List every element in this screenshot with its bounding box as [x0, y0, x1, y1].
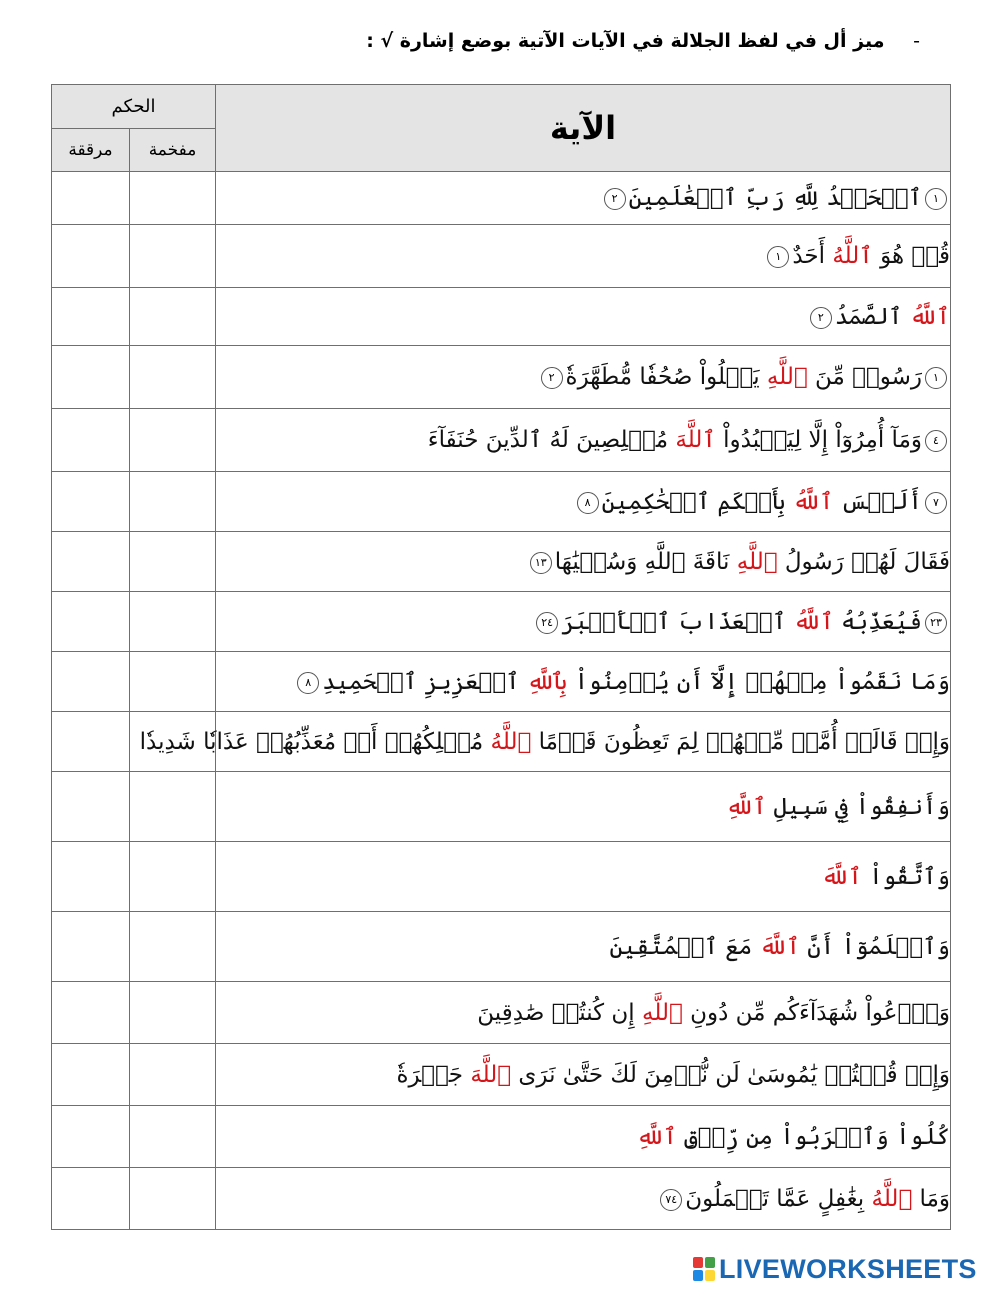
- ayah-text-before: كُلُواْ وَٱشۡرَبُواْ مِن رِّزۡقِ: [676, 1123, 950, 1150]
- muraqqaqa-check-cell[interactable]: [52, 532, 130, 592]
- ayah-text-after: نَاقَةَ ٱللَّهِ وَسُقۡيَٰهَا: [554, 548, 737, 575]
- ayah-text-before: أَلَيۡسَ: [833, 488, 922, 515]
- table-row: [52, 472, 951, 532]
- mufakhama-check-cell[interactable]: [130, 982, 216, 1044]
- mufakhama-check-cell[interactable]: [130, 1106, 216, 1168]
- lafz-al-jalala: ٱللَّهِ: [766, 364, 808, 390]
- logo-mark-icon: [693, 1257, 715, 1281]
- ayah-number-start: ٧: [925, 492, 947, 514]
- lafz-al-jalala: ٱللَّهِ: [736, 548, 778, 575]
- ayah-text-after: يَتۡلُواْ صُحُفٗا مُّطَهَّرَةٗ: [565, 364, 767, 390]
- muraqqaqa-check-cell[interactable]: [52, 982, 130, 1044]
- table-row: [52, 652, 951, 712]
- lafz-al-jalala: ٱللَّهِ: [725, 793, 767, 820]
- table-row: [52, 1106, 951, 1168]
- lafz-al-jalala: ٱللَّهَ: [675, 427, 716, 453]
- table-row: [52, 982, 951, 1044]
- ayah-cell: [216, 532, 951, 592]
- ayah-text-before: وَٱدۡعُواْ شُهَدَآءَكُم مِّن دُونِ: [682, 999, 950, 1026]
- ayah-text-before: وَٱتَّقُواْ: [861, 863, 950, 890]
- liveworksheets-logo: [693, 1254, 987, 1284]
- table-row: [52, 912, 951, 982]
- ayah-text-after: إِن كُنتُمۡ صَٰدِقِينَ: [477, 999, 642, 1026]
- mufakhama-column-header: مفخمة: [130, 128, 216, 172]
- ayah-number-start: ١: [925, 367, 947, 389]
- mufakhama-check-cell[interactable]: [130, 225, 216, 288]
- ayah-text-after: أَحَدٌ: [792, 243, 833, 269]
- table-row: [52, 346, 951, 409]
- table-row: [52, 172, 951, 225]
- lafz-al-jalala: ٱللَّهُ: [832, 243, 873, 269]
- ayah-text-after: بِغَٰفِلٍ عَمَّا تَعۡمَلُونَ: [685, 1185, 872, 1212]
- mufakhama-check-cell[interactable]: [130, 532, 216, 592]
- ayah-cell: [216, 772, 951, 842]
- mufakhama-check-cell[interactable]: [130, 652, 216, 712]
- ayah-text-before: وَمَا نَقَمُواْ مِنۡهُمۡ إِلَّآ أَن يُؤۡمِنُواْ: [567, 668, 950, 695]
- muraqqaqa-check-cell[interactable]: [52, 712, 130, 772]
- ayah-cell: [216, 1168, 951, 1230]
- lafz-al-jalala: ٱللَّهَ: [821, 863, 862, 890]
- ayah-number-end: ٨: [297, 672, 319, 694]
- ayah-rows: [52, 172, 951, 1230]
- ayah-text-before: فَقَالَ لَهُمۡ رَسُولُ: [777, 548, 950, 575]
- mufakhama-check-cell[interactable]: [130, 409, 216, 472]
- ayah-text-before: وَإِذۡ قَالَتۡ أُمَّةٞ مِّنۡهُمۡ لِمَ تَعِظُونَ قَوۡمًا: [531, 728, 950, 755]
- lafz-al-jalala: ٱللَّهَ: [470, 1061, 512, 1088]
- muraqqaqa-check-cell[interactable]: [52, 172, 130, 225]
- mufakhama-check-cell[interactable]: [130, 592, 216, 652]
- table-row: [52, 1044, 951, 1106]
- ayah-number-end: ١٣: [530, 552, 552, 574]
- ayah-number-end: ٢: [604, 188, 626, 210]
- ayah-number-end: ٢٤: [536, 612, 558, 634]
- lafz-al-jalala: ٱللَّهُ: [871, 1185, 913, 1212]
- instruction-line: [60, 30, 920, 52]
- lafz-al-jalala: ٱللَّهُ: [793, 608, 834, 635]
- table-row: [52, 1168, 951, 1230]
- instruction-dash: -: [913, 30, 920, 52]
- muraqqaqa-check-cell[interactable]: [52, 1044, 130, 1106]
- mufakhama-check-cell[interactable]: [130, 772, 216, 842]
- ayah-number-end: ٢: [810, 307, 832, 329]
- lafz-al-jalala: بِٱللَّهِ: [526, 668, 568, 695]
- ayah-cell: [216, 592, 951, 652]
- mufakhama-check-cell[interactable]: [130, 472, 216, 532]
- table-row: [52, 772, 951, 842]
- lafz-al-jalala: ٱللَّهِ: [636, 1123, 677, 1150]
- lafz-al-jalala: ٱللَّهِ: [642, 999, 683, 1026]
- ayah-number-end: ١: [767, 246, 789, 268]
- instruction-text: ميز أل في لفظ الجلالة في الآيات الآتية بوضع إشارة √ :: [366, 30, 885, 52]
- ayah-text-before: رَسُولٞ مِّنَ: [807, 364, 922, 390]
- ayah-text-before: وَٱعۡلَمُوٓاْ أَنَّ: [799, 933, 950, 960]
- lafz-al-jalala: ٱللَّهُ: [909, 303, 950, 330]
- ayah-number-start: ٤: [925, 430, 947, 452]
- ayah-text-after: بِأَحۡكَمِ ٱلۡحَٰكِمِينَ: [601, 488, 793, 515]
- lafz-al-jalala: ٱللَّهُ: [490, 728, 532, 755]
- ayah-cell: [216, 1044, 951, 1106]
- ayah-text-after: ٱلصَّمَدُ: [834, 303, 910, 330]
- ayah-text-after: ٱلۡعَذَابَ ٱلۡأَكۡبَرَ: [561, 608, 794, 635]
- ayah-text-after: مَعَ ٱلۡمُتَّقِينَ: [609, 933, 760, 960]
- ayah-cell: [216, 225, 951, 288]
- logo-brand-text: LIVEWORKSHEETS: [719, 1253, 977, 1284]
- ayah-cell: [216, 1106, 951, 1168]
- table-row: [52, 225, 951, 288]
- muraqqaqa-check-cell[interactable]: [52, 288, 130, 346]
- table-row: [52, 409, 951, 472]
- worksheet-table: [51, 84, 951, 1230]
- muraqqaqa-check-cell[interactable]: [52, 409, 130, 472]
- muraqqaqa-check-cell[interactable]: [52, 772, 130, 842]
- ayah-text-after: ٱلۡعَزِيزِ ٱلۡحَمِيدِ: [322, 668, 527, 695]
- muraqqaqa-check-cell[interactable]: [52, 1106, 130, 1168]
- mufakhama-check-cell[interactable]: [130, 1044, 216, 1106]
- ayah-cell: [216, 346, 951, 409]
- ayah-number-start: ٢٣: [925, 612, 947, 634]
- ayah-cell: [216, 912, 951, 982]
- ayah-cell: [216, 409, 951, 472]
- mufakhama-check-cell[interactable]: [130, 288, 216, 346]
- ayah-number-end: ٧٤: [660, 1189, 682, 1211]
- ayah-text-before: قُلۡ هُوَ: [872, 243, 950, 269]
- muraqqaqa-check-cell[interactable]: [52, 592, 130, 652]
- table-row: [52, 288, 951, 346]
- mufakhama-check-cell[interactable]: [130, 912, 216, 982]
- ayah-cell: [216, 842, 951, 912]
- mufakhama-check-cell[interactable]: [130, 172, 216, 225]
- muraqqaqa-check-cell[interactable]: [52, 472, 130, 532]
- ayah-cell: [216, 982, 951, 1044]
- ayah-cell: [216, 288, 951, 346]
- muraqqaqa-check-cell[interactable]: [52, 912, 130, 982]
- mufakhama-check-cell[interactable]: [130, 842, 216, 912]
- ayah-cell: [216, 472, 951, 532]
- ayah-cell: [139, 712, 951, 772]
- ayah-text-after: مُهۡلِكُهُمۡ أَوۡ مُعَذِّبُهُمۡ عَذَابٗا شَدِيدٗا: [139, 728, 491, 755]
- ayah-number-start: ١: [925, 188, 947, 210]
- muraqqaqa-check-cell[interactable]: [52, 842, 130, 912]
- mufakhama-check-cell[interactable]: [130, 1168, 216, 1230]
- hukm-column-header: الحكم: [52, 85, 216, 129]
- ayah-text-after: ٱلۡحَمۡدُ لِلَّهِ رَبِّ ٱلۡعَٰلَمِينَ: [628, 185, 922, 211]
- ayah-column-header: الآية: [216, 85, 951, 172]
- mufakhama-check-cell[interactable]: [130, 346, 216, 409]
- ayah-text-before: فَيُعَذِّبُهُ: [833, 608, 922, 635]
- ayah-text-before: وَإِذۡ قُلۡتُمۡ يَٰمُوسَىٰ لَن نُّؤۡمِنَ لَكَ حَتَّىٰ نَرَى: [511, 1061, 950, 1088]
- table-row: [52, 842, 951, 912]
- muraqqaqa-check-cell[interactable]: [52, 1168, 130, 1230]
- table-row: [52, 592, 951, 652]
- ayah-cell: [216, 652, 951, 712]
- table-row: [52, 532, 951, 592]
- ayah-text-after: مُخۡلِصِينَ لَهُ ٱلدِّينَ حُنَفَآءَ: [427, 427, 676, 453]
- ayah-number-end: ٢: [541, 367, 563, 389]
- ayah-text-after: جَهۡرَةٗ: [396, 1061, 471, 1088]
- ayah-cell: [216, 172, 951, 225]
- ayah-text-before: وَمَآ أُمِرُوٓاْ إِلَّا لِيَعۡبُدُواْ: [715, 427, 922, 453]
- muraqqaqa-check-cell[interactable]: [52, 225, 130, 288]
- table-row: [52, 712, 951, 772]
- muraqqaqa-column-header: مرققة: [52, 128, 130, 172]
- muraqqaqa-check-cell[interactable]: [52, 652, 130, 712]
- muraqqaqa-check-cell[interactable]: [52, 346, 130, 409]
- ayah-text-before: وَأَنفِقُواْ فِي سَبِيلِ: [766, 793, 950, 820]
- lafz-al-jalala: ٱللَّهَ: [759, 933, 800, 960]
- ayah-number-end: ٨: [577, 492, 599, 514]
- ayah-text-before: وَمَا: [912, 1185, 950, 1212]
- lafz-al-jalala: ٱللَّهُ: [792, 488, 834, 515]
